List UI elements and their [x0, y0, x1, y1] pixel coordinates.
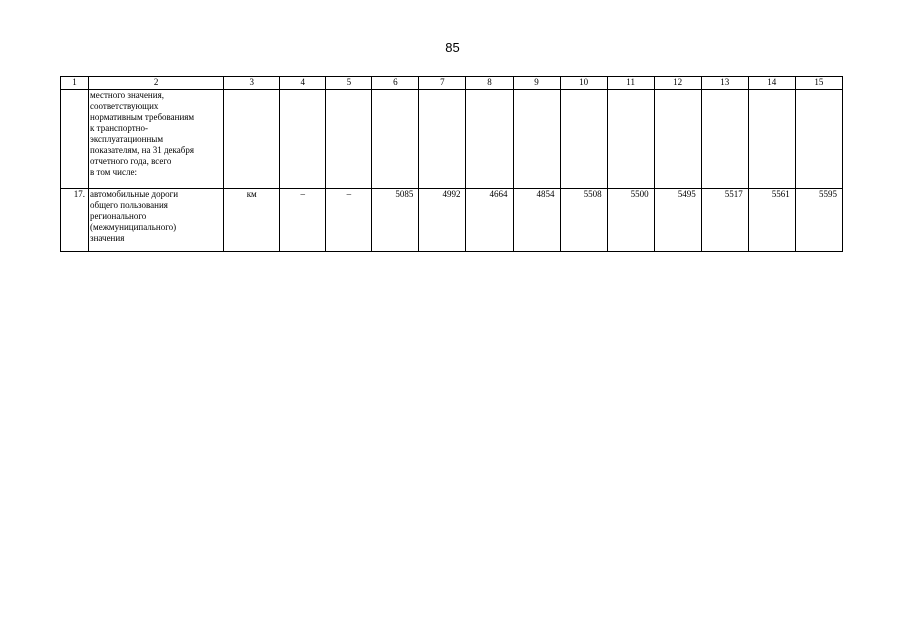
column-header: 8: [466, 77, 513, 90]
table-cell: [466, 90, 513, 189]
column-header: 6: [372, 77, 419, 90]
statistics-table: [60, 76, 843, 252]
column-header: 9: [513, 77, 560, 90]
row-number-cell: 17.: [61, 189, 89, 252]
table-cell: [419, 90, 466, 189]
column-header: 15: [795, 77, 842, 90]
unit-cell: км: [224, 189, 280, 252]
column-header: 7: [419, 77, 466, 90]
table-cell: [701, 90, 748, 189]
value-cell: 5595: [795, 189, 842, 252]
page-number: 85: [445, 40, 460, 55]
table-cell: [654, 90, 701, 189]
table-header-row: [61, 77, 843, 90]
value-cell: 4854: [513, 189, 560, 252]
value-cell: 5561: [748, 189, 795, 252]
column-header: 13: [701, 77, 748, 90]
table-cell: [326, 90, 372, 189]
column-header: 5: [326, 77, 372, 90]
value-cell: 5500: [607, 189, 654, 252]
table-cell: [280, 90, 326, 189]
column-header: 3: [224, 77, 280, 90]
column-header: 11: [607, 77, 654, 90]
value-cell: 4664: [466, 189, 513, 252]
column-header: 2: [89, 77, 224, 90]
table-cell: [748, 90, 795, 189]
table-cell: [372, 90, 419, 189]
table-cell: –: [326, 189, 372, 252]
value-cell: 5508: [560, 189, 607, 252]
table-cell: [560, 90, 607, 189]
column-header: 12: [654, 77, 701, 90]
column-header: 10: [560, 77, 607, 90]
column-header: 14: [748, 77, 795, 90]
value-cell: 5085: [372, 189, 419, 252]
column-header: 1: [61, 77, 89, 90]
value-cell: 5495: [654, 189, 701, 252]
column-header: 4: [280, 77, 326, 90]
table-row-continuation: [61, 90, 843, 189]
table-cell: [513, 90, 560, 189]
row-name-cell: местного значения, соответствующих нормативным требованиям к транспортно- эксплуатационным показателям, на 31 декабря отчетного года, всего в том числе:: [89, 90, 224, 189]
table-cell: [607, 90, 654, 189]
table-cell: –: [280, 189, 326, 252]
table-cell: [224, 90, 280, 189]
value-cell: 4992: [419, 189, 466, 252]
row-name-cell: автомобильные дороги общего пользования регионального (межмуниципального) значения: [89, 189, 224, 252]
table-cell: [795, 90, 842, 189]
value-cell: 5517: [701, 189, 748, 252]
table-row: [61, 189, 843, 252]
row-number-cell: [61, 90, 89, 189]
